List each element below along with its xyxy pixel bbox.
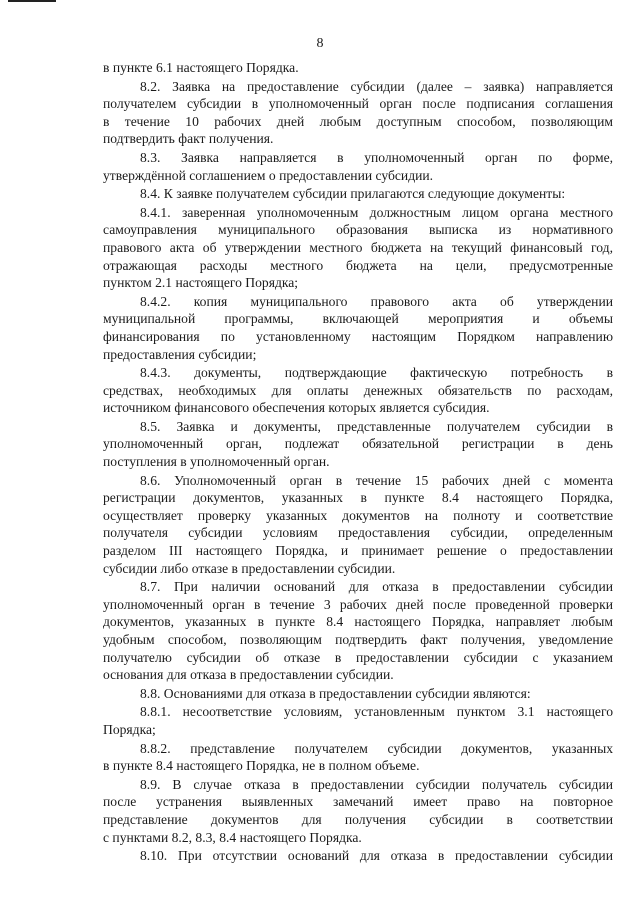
text-line: с пунктами 8.2, 8.3, 8.4 настоящего Порядка. <box>103 829 362 845</box>
paragraph-p-8-9 <box>103 776 613 846</box>
text-line: правового акта об утверждении местного бюджета на текущий финансовый год, <box>103 239 613 255</box>
text-line: 8.8. Основаниями для отказа в предоставлении субсидии являются: <box>140 685 531 701</box>
text-line: 8.9. В случае отказа в предоставлении субсидии получатель субсидии <box>140 776 613 792</box>
paragraph-p-8-4-1 <box>103 204 613 292</box>
text-line: в пункте 8.4 настоящего Порядка, не в полном объеме. <box>103 758 420 774</box>
text-line: уполномоченный орган в течение 3 рабочих дней после проведенной проверки <box>103 596 613 612</box>
paragraph-p-8-4-3 <box>103 364 613 417</box>
paragraph-p-8-10 <box>103 847 613 865</box>
text-line: 8.8.2. представление получателем субсидии документов, указанных <box>140 740 613 756</box>
text-line: 8.4.3. документы, подтверждающие фактическую потребность в <box>140 365 613 381</box>
text-line: источником финансового обеспечения которых является субсидия. <box>103 400 490 416</box>
page-number: 8 <box>316 36 324 51</box>
text-line: осуществляет проверку указанных документов на полноту и соответствие <box>103 507 613 523</box>
text-line: в пункте 6.1 настоящего Порядка. <box>103 60 299 75</box>
paragraph-p-8-2 <box>103 78 613 148</box>
text-line: 8.4.2. копия муниципального правового акта об утверждении <box>140 293 613 309</box>
text-line: 8.10. При отсутствии оснований для отказа в предоставлении субсидии <box>140 848 613 864</box>
text-line: получателем субсидии в уполномоченный орган после подписания соглашения <box>103 96 613 112</box>
text-line: поступления в уполномоченный орган. <box>103 454 330 470</box>
text-line: отражающая расходы местного бюджета на цели, предусмотренные <box>103 257 613 273</box>
text-line: 8.4. К заявке получателем субсидии прилагаются следующие документы: <box>140 186 566 202</box>
paragraph-p-6-1-cont <box>103 59 613 77</box>
text-line: 8.7. При наличии оснований для отказа в предоставлении субсидии <box>140 579 613 595</box>
text-line: 8.3. Заявка направляется в уполномоченный орган по форме, <box>140 149 613 165</box>
text-line: финансирования по установленному настоящим Порядком направлению <box>103 328 613 344</box>
text-line: утверждённой соглашением о предоставлении субсидии. <box>103 167 434 183</box>
text-line: документов, указанных в пункте 8.4 настоящего Порядка, направляет любым <box>103 614 613 630</box>
paragraph-p-8-8-1 <box>103 703 613 738</box>
text-line: средствах, необходимых для оплаты денежных обязательств по расходам, <box>103 382 613 398</box>
text-line: получателю субсидии об отказе в предоставлении субсидии с указанием <box>103 649 613 665</box>
text-line: удобным способом, позволяющим подтвердить факт получения, уведомление <box>103 632 613 647</box>
paragraph-p-8-5 <box>103 418 613 471</box>
text-line: Порядка; <box>103 721 156 737</box>
text-line: 8.5. Заявка и документы, представленные получателем субсидии в <box>140 418 613 434</box>
paragraph-p-8-8-2 <box>103 740 613 775</box>
text-line: разделом III настоящего Порядка, и принимает решение о предоставлении <box>103 543 613 559</box>
text-line: основания для отказа в предоставлении субсидии. <box>103 667 394 683</box>
text-line: 8.2. Заявка на предоставление субсидии (далее – заявка) направляется <box>140 78 613 94</box>
text-line: субсидии либо отказе в предоставлении субсидии. <box>103 560 396 576</box>
paragraph-p-8-4 <box>103 185 613 203</box>
document-body <box>103 59 613 865</box>
paragraph-p-8-3 <box>103 149 613 184</box>
text-line: после устранения выявленных замечаний имеет право на повторное <box>103 794 613 810</box>
paragraph-p-8-8 <box>103 685 613 703</box>
text-line: регистрации документов, указанных в пункте 8.4 настоящего Порядка, <box>103 490 613 506</box>
text-line: пунктом 2.1 настоящего Порядка; <box>103 275 299 291</box>
text-line: подтвердить факт получения. <box>103 131 274 147</box>
text-line: самоуправления муниципального образования выписка из нормативного <box>103 222 613 238</box>
text-line: предоставления субсидии; <box>103 346 257 362</box>
paragraph-p-8-4-2 <box>103 293 613 363</box>
text-line: муниципальной программы, включающей мероприятия и объемы <box>103 311 613 327</box>
text-line: 8.8.1. несоответствие условиям, установленным пунктом 3.1 настоящего <box>140 704 613 720</box>
scan-corner-mark <box>8 0 56 2</box>
paragraph-p-8-6 <box>103 472 613 578</box>
text-line: уполномоченный орган, подлежат обязательной регистрации в день <box>103 436 613 452</box>
text-line: в течение 10 рабочих дней любым доступным способом, позволяющим <box>103 113 613 129</box>
text-line: 8.6. Уполномоченный орган в течение 15 рабочих дней с момента <box>140 472 613 488</box>
paragraph-p-8-7 <box>103 578 613 684</box>
text-line: представление документов для получения субсидии в соответствии <box>103 811 613 827</box>
text-line: получателя субсидии условиям предоставления субсидии, определенным <box>103 525 613 541</box>
text-line: 8.4.1. заверенная уполномоченным должностным лицом органа местного <box>140 204 613 220</box>
